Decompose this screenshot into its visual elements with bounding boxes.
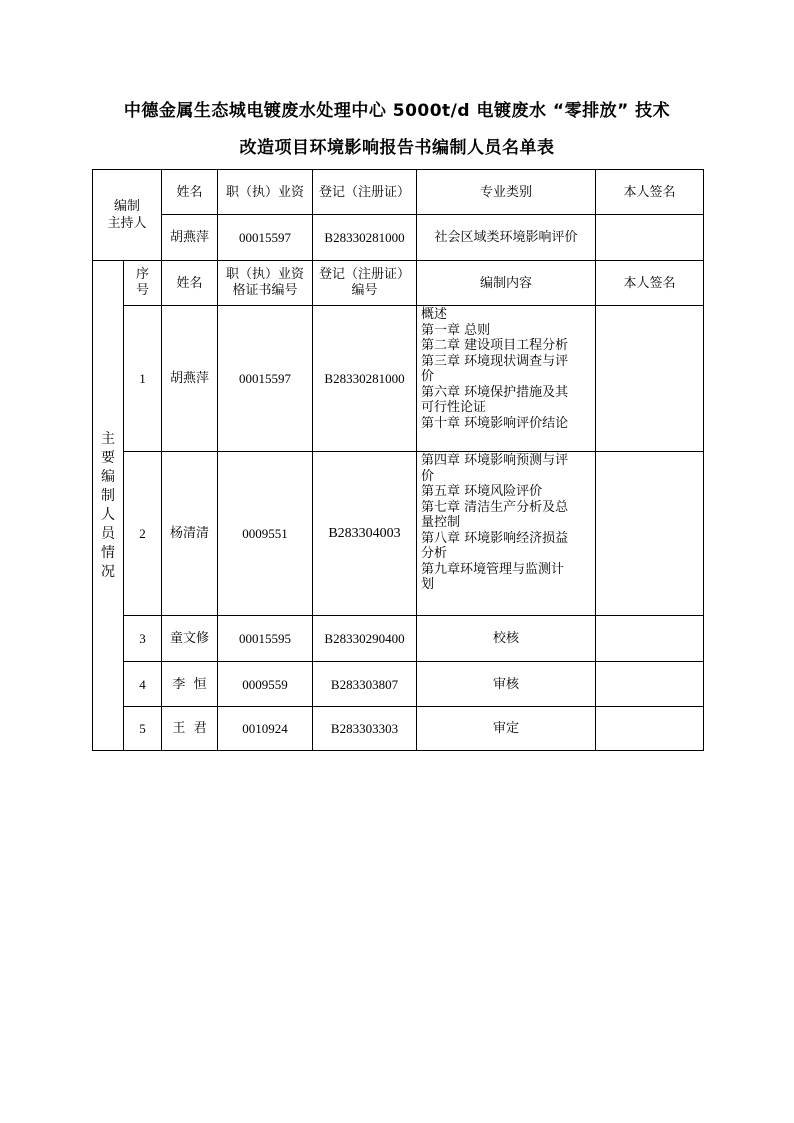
content-line: 第八章 环境影响经济损益 [421, 530, 569, 546]
content-line: 概述 [421, 307, 448, 322]
main-header-cert: 职（执）业资 格证书编号 [218, 261, 313, 306]
content-line: 第七章 清洁生产分析及总 [421, 499, 569, 515]
host-cert-no: 00015597 [218, 215, 313, 261]
row-name: 王 君 [162, 707, 218, 751]
host-row [93, 215, 704, 261]
content-line: 价 [421, 468, 435, 484]
content-line: 第十章 环境影响评价结论 [421, 415, 569, 431]
host-header-category: 专业类别 [417, 170, 596, 215]
host-reg-no: B28330281000 [313, 215, 417, 261]
main-label-char: 要 [101, 449, 115, 466]
content-line: 第五章 环境风险评价 [421, 484, 543, 499]
content-line: 价 [421, 369, 435, 384]
row-content: 审定 [417, 707, 596, 751]
content-line: 第六章 环境保护措施及其 [421, 384, 569, 400]
main-label-char: 主 [101, 430, 115, 447]
row-seq: 1 [124, 306, 162, 452]
main-label-char: 情 [101, 544, 115, 561]
host-signature-cell [596, 215, 704, 261]
host-category: 社会区域类环境影响评价 [417, 215, 596, 261]
row-reg-no: B283303807 [313, 662, 417, 707]
document-title-line2: 改造项目环境影响报告书编制人员名单表 [239, 138, 555, 158]
content-line: 可行性论证 [421, 400, 487, 415]
host-header-row [93, 170, 704, 215]
row-content: 校核 [417, 616, 596, 662]
content-line: 第九章环境管理与监测计 [421, 561, 565, 577]
table-row [93, 452, 704, 616]
row-reg-no: B28330290400 [313, 616, 417, 662]
row-name: 杨清清 [162, 452, 218, 616]
row-cert-no: 0010924 [218, 707, 313, 751]
row-reg-no: B283304003 [313, 452, 417, 616]
row-cert-no: 00015597 [218, 306, 313, 452]
row-reg-no: B283303303 [313, 707, 417, 751]
row-cert-no: 0009551 [218, 452, 313, 616]
table-row [93, 306, 704, 452]
row-seq: 4 [124, 662, 162, 707]
document-title-line1: 中德金属生态城电镀废水处理中心 5000t/d 电镀废水 “零排放” 技术 [123, 101, 671, 121]
content-line: 第三章 环境现状调查与评 [421, 353, 569, 369]
host-header-cert: 职（执）业资 [218, 170, 313, 215]
row-cert-no: 0009559 [218, 662, 313, 707]
row-name: 李 恒 [162, 662, 218, 707]
row-reg-no: B28330281000 [313, 306, 417, 452]
table-row [93, 662, 704, 707]
row-signature [596, 616, 704, 662]
row-content [417, 452, 596, 616]
content-line: 第四章 环境影响预测与评 [421, 453, 569, 468]
row-seq: 5 [124, 707, 162, 751]
main-section-label [93, 261, 124, 751]
row-signature [596, 306, 704, 452]
main-label-char: 制 [101, 487, 115, 504]
row-name: 胡燕萍 [162, 306, 218, 452]
row-signature [596, 452, 704, 616]
host-header-signature: 本人签名 [596, 170, 704, 215]
main-label-char: 况 [101, 563, 115, 580]
main-header-content: 编制内容 [417, 261, 596, 306]
content-line: 划 [421, 577, 435, 592]
row-seq: 3 [124, 616, 162, 662]
main-label-char: 编 [101, 468, 115, 485]
host-header-reg: 登记（注册证） [313, 170, 417, 215]
host-label-text: 编制 主持人 [107, 199, 147, 231]
host-name: 胡燕萍 [162, 215, 218, 261]
row-signature [596, 662, 704, 707]
staff-table [92, 169, 704, 751]
main-header-name: 姓名 [162, 261, 218, 306]
content-line: 第二章 建设项目工程分析 [421, 338, 569, 353]
table-row [93, 707, 704, 751]
main-header-row [93, 261, 704, 306]
main-header-reg: 登记（注册证） 编号 [313, 261, 417, 306]
main-header-seq: 序 号 [124, 261, 162, 306]
table-row [93, 616, 704, 662]
host-header-name: 姓名 [162, 170, 218, 215]
content-line: 分析 [421, 546, 448, 561]
row-cert-no: 00015595 [218, 616, 313, 662]
host-section-label [93, 170, 162, 261]
content-line: 量控制 [421, 515, 461, 530]
row-signature [596, 707, 704, 751]
main-label-char: 人 [101, 506, 115, 523]
row-seq: 2 [124, 452, 162, 616]
main-header-signature: 本人签名 [596, 261, 704, 306]
row-name: 童文修 [162, 616, 218, 662]
content-line: 第一章 总则 [421, 322, 491, 338]
row-content [417, 306, 596, 452]
main-label-char: 员 [101, 525, 115, 542]
row-content: 审核 [417, 662, 596, 707]
